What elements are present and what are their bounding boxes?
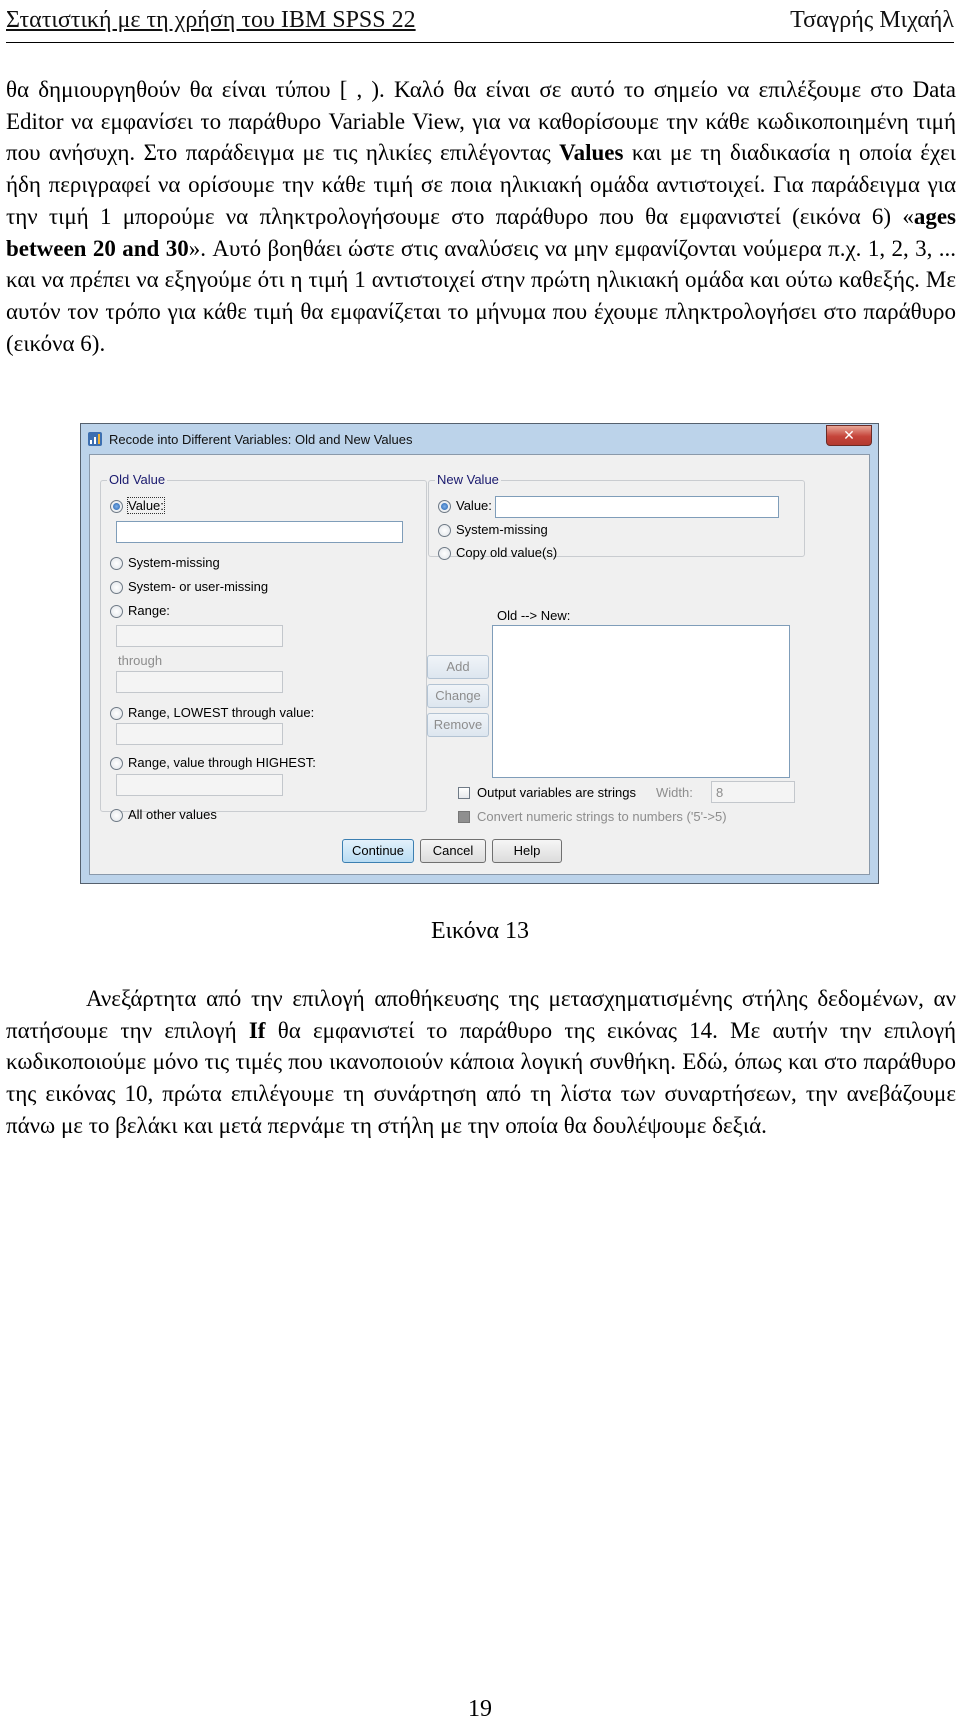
old-system-or-user-missing-label: System- or user-missing [128,579,269,594]
old-system-missing-label: System-missing [128,555,220,570]
remove-button[interactable]: Remove [427,713,489,737]
old-range-label: Range: [128,603,170,618]
convert-numeric-checkbox[interactable] [458,811,470,823]
page-header [6,2,954,43]
old-value-label: Value: [128,498,164,513]
through-label: through [118,653,163,668]
range-lowest-radio[interactable] [110,707,123,720]
header-title: Στατιστική με τη χρήση του IBM SPSS 22 [6,7,416,33]
new-value-label: Value: [456,498,492,513]
continue-button[interactable]: Continue [342,839,414,863]
range-highest-input[interactable] [116,774,283,796]
new-value-group [428,472,805,560]
paragraph-1-text-b: και με τη διαδικασία η οποία έχει ήδη περιγραφεί να ορίσουμε την κάθε τιμή σε ποια ηλικιακή ομάδα αντιστοιχεί. Για παράδειγμα για την τιμή 1 μπορούμε να πληκτρολογήσουμε στο παράθυρο που θα εμφανιστεί (εικόνα 6) « [6,140,956,229]
output-strings-checkbox[interactable] [458,787,470,799]
dialog-client-area [89,454,870,875]
paragraph-1-text-a: θα δημιουργηθούν θα είναι τύπου [ , ). Καλό θα είναι σε αυτό το σημείο να επιλέξουμε στο Data Editor να εμφανίσει το παράθυρο Variable View, για να καθορίσουμε την κάθε κωδικοποιημένη τιμή που ανήσυχη. Στο παράδειγμα με τις ηλικίες επιλέγοντας [6,77,956,166]
recode-dialog-screenshot [80,423,879,884]
range-highest-label: Range, value through HIGHEST: [128,755,316,770]
old-value-group-label: Old Value [109,472,166,487]
convert-numeric-label: Convert numeric strings to numbers ('5'->5) [477,809,727,824]
old-range-radio[interactable] [110,605,123,618]
all-other-values-radio[interactable] [110,809,123,822]
dialog-title: Recode into Different Variables: Old and New Values [109,432,413,447]
add-button[interactable]: Add [427,655,489,679]
old-value-input[interactable] [116,521,403,543]
paragraph-2-text-b: θα εμφανιστεί το παράθυρο της εικόνας 14. Με αυτήν την επιλογή κωδικοποιούμε μόνο τις τιμές που ικανοποιούν κάποια λογική συνθήκη. Εδώ, όπως και στο παράθυρο της εικόνας 10, πρώτα επιλέγουμε τη συνάρτηση από τη λίστα των συναρτήσεων, την ανεβάζουμε πάνω με το βελάκι και μετά περνάμε τη στήλη με την οποία θα δουλέψουμε δεξιά. [6,1017,957,1138]
spss-app-icon [87,431,103,447]
width-input[interactable] [711,781,795,803]
cancel-button[interactable]: Cancel [420,839,486,863]
old-value-group [100,472,427,822]
change-button[interactable]: Change [427,684,489,708]
header-author: Τσαγρής Μιχαήλ [790,7,954,33]
new-value-group-label: New Value [437,472,499,487]
help-button[interactable]: Help [492,839,562,863]
new-value-radio[interactable] [438,500,451,513]
new-system-missing-radio[interactable] [438,524,451,537]
copy-old-values-label: Copy old value(s) [456,545,558,560]
old-system-or-user-missing-radio[interactable] [110,581,123,594]
paragraph-1-bold-values: Values [559,140,624,166]
new-system-missing-label: System-missing [456,522,548,537]
range-from-input[interactable] [116,625,283,647]
range-to-input[interactable] [116,671,283,693]
dialog-titlebar [81,424,878,454]
copy-old-values-radio[interactable] [438,547,451,560]
old-system-missing-radio[interactable] [110,557,123,570]
paragraph-2 [6,983,956,1142]
close-button[interactable]: ✕ [826,425,872,446]
old-new-listbox[interactable] [492,625,790,778]
paragraph-1-bold-ages: ages between 20 and 30 [6,203,956,261]
figure-caption: Εικόνα 13 [430,918,530,944]
page-number: 19 [468,1696,492,1722]
old-new-label: Old --> New: [497,608,571,623]
range-lowest-label: Range, LOWEST through value: [128,705,315,720]
paragraph-1-text-c: ». Αυτό βοηθάει ώστε στις αναλύσεις να μην εμφανίζονται νούμερα π.χ. 1, 2, 3, ... και να πρέπει να εξηγούμε ότι η τιμή 1 αντιστοιχεί στην πρώτη ηλικιακή ομάδα και ούτω καθεξής. Με αυτόν τον τρόπο για κάθε τιμή θα εμφανίζεται το μήνυμα που έχουμε πληκτρολογήσει στο παράθυρο (εικόνα 6). [6,235,957,356]
paragraph-2-text-a: Ανεξάρτητα από την επιλογή αποθήκευσης της μετασχηματισμένης στήλης δεδομένων, αν πατήσουμε την επιλογή [6,986,956,1043]
range-highest-radio[interactable] [110,757,123,770]
range-lowest-input[interactable] [116,723,283,745]
paragraph-2-bold-if: If [248,1017,266,1043]
output-strings-label: Output variables are strings [477,785,636,800]
new-value-input[interactable] [495,496,779,518]
paragraph-1 [6,74,956,359]
width-label: Width: [656,785,693,800]
all-other-values-label: All other values [128,807,217,822]
old-value-radio[interactable] [110,500,123,513]
width-value: 8 [716,785,724,800]
